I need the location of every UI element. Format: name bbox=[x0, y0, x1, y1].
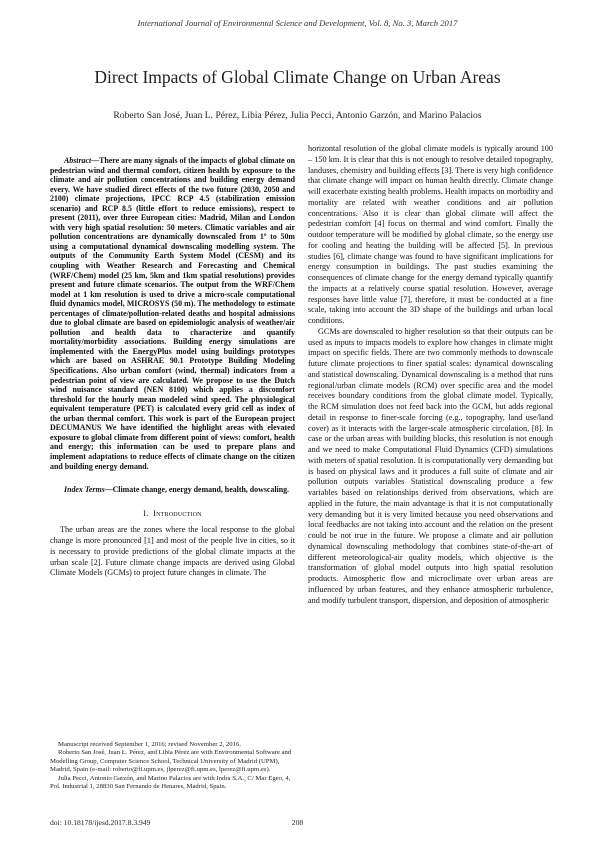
paper-title: Direct Impacts of Global Climate Change on Urban Areas bbox=[94, 67, 501, 87]
footnote-affiliation-upm: Roberto San José, Juan L. Pérez, and Libia Pérez are with Environmental Software and Modelling Group, Computer Science School, Technical University of Madrid (UPM), Madrid, Spain (e-mail: roberto@fi.upm.es, jlperez@fi.upm.es, lperez@fi.upm.es). bbox=[50, 749, 292, 774]
index-terms-lead: Index Terms bbox=[64, 485, 105, 495]
section-heading-introduction bbox=[50, 509, 295, 520]
section-number: I. bbox=[143, 508, 149, 518]
doi-footer: doi: 10.18178/ijesd.2017.8.3.949 bbox=[50, 818, 151, 827]
abstract-lead: Abstract bbox=[64, 156, 92, 165]
right-column bbox=[308, 144, 553, 606]
running-head: International Journal of Environmental Science and Development, Vol. 8, No. 3, March 2017 bbox=[137, 18, 458, 28]
index-terms bbox=[50, 485, 295, 495]
author-list: Roberto San José, Juan L. Pérez, Libia Pérez, Julia Pecci, Antonio Garzón, and Marino Palacios bbox=[113, 110, 482, 121]
right-paragraph-1: horizontal resolution of the global climate models is typically around 100 – 150 km. It is clear that this is not enough to resolve detailed topography, landuses, chemistry and building effects [3]. There is very high confidence that climate change will impact on human health directly. Climate change will exacerbate existing health problems. Health impacts on morbidity and mortality are related with weather conditions and air pollution concentrations. Also it is clear than global climate will affect the pedestrian comfort [4] focus on thermal and wind comfort. Finally the outdoor temperature will be modified by global climate, so the energy use for cooling and heating the building will be affected [5]. In previous studies [6], climate change was found to have significant implications for energy consumption in buildings. The past studies examining the consequences of climate change for the energy demand typically quantify the impacts at a relatively course spatial resolution. However, average responses have little value [7], therefore, it must be conducted at a fine scale, taking into account the 3D shape of the buildings and urban local conditions. bbox=[308, 144, 553, 325]
abstract-text: —There are many signals of the impacts of global climate on pedestrian wind and thermal comfort, citizen health by exposure to the climate and air pollution concentrations and building energy demand every. We have studied direct effects of the two future (2030, 2050 and 2100) climate projections, IPCC RCP 4.5 (stabilization emission scenario) and RCP 8.5 (little effort to reduce emissions), respect to present (2011), over three European cities: Madrid, Milan and London with very high spatial resolution: 50 meters. Climatic variables and air pollution concentrations are dynamically downscaled from 1º to 50m using a computational dynamical downscaling modelling system. The outputs of the Community Earth System Model (CESM) and its coupling with Weather Research and Forecasting and Chemical (WRF/Chem) model (25 km, 5km and 1km spatial resolutions) provides present and future climate scenarios. The output from the WRF/Chem model at 1 km resolution is used to drive a micro-scale computational fluid dynamics model, MICROSYS (50 m). The methodology to estimate percentages of climate/pollution-related deaths and hospital admissions due to global climate are based on epidemiologic analysis of weather/air pollution and health data to characterize and quantify mortality/morbidity associations. Building energy simulations are implemented with the EnergyPlus model using buildings prototypes which are based on ASHRAE 90.1 Prototype Building Modeling Specifications. Also urban comfort (wind, thermal) indicators from a pedestrian point of view are calculated. We propose to use the Dutch wind nuisance standard (NEN 8100) which applies a discomfort threshold for the hourly mean modeled wind speed. The physiological equivalent temperature (PET) is calculated every grid cell as index of the urban thermal comfort. This work is part of the European project DECUMANUS We have identified the highlight areas with elevated exposure to global climate from different point of views: comfort, health and energy; this information can be used to prepare plans and implement adaptations to reduce effects of climate change on the citizen and building energy demand. bbox=[50, 156, 295, 471]
footnotes bbox=[50, 741, 295, 791]
section-title: Introduction bbox=[153, 508, 202, 518]
left-column bbox=[50, 156, 295, 579]
right-paragraph-2: GCMs are downscaled to higher resolution so that their outputs can be used as inputs to impacts models to explore how changes in climate might impact on specific fields. There are two commonly methods to downscale future climate projections to finer spatial scales: dynamical downscaling and statistical downscaling. Dynamical downscaling is a method that runs regional/urban climate models (RCM) over specific area and the model receives boundary conditions from the global climate model. Typically, the RCM simulation does not feed back into the GCM, but adds regional detail in response to finer-scale forcing (e.g., topography, land use/land cover) as it interacts with the larger-scale atmospheric circulation, [8]. In case or the urban areas with building blocks, this resolution is not enough and we need to make Computational Fluid Dynamics (CFD) simulations with meters of spatial resolution. It is computationally very demanding but is based on physical laws and it produces a full suite of climate and air pollution outputs variables Statistical downscaling produce a few variables based on relationships derived from observations, which are applied in the future, the main advantage is that it is not computationally very demanding but it is very limited because you need observations and local feedbacks are not taking into account and the relation on the present could be not true in the future. We propose a climate and air pollution dynamical downscaling methodology that combines state-of-the-art of different meteorological-air quality models, which objective is the transformation of global model outputs into high spatial resolution products. Atmospheric flow and microclimate over urban areas are influenced by urban features, and they enhance atmospheric turbulence, and modify turbulent transport, dispersion, and deposition of atmospheric bbox=[308, 326, 553, 605]
footnote-received: Manuscript received September 1, 2016; revised November 2, 2016. bbox=[58, 741, 241, 748]
index-terms-text: —Climate change, energy demand, health, dowscaling. bbox=[104, 485, 290, 495]
footnote-affiliation-indra: Julia Pecci, Antonio Garzón, and Marino Palacios are with Indra S.A., C/ Mar Egeo, 4, Pol. Industrial 1, 28830 San Fernando de Henares, Madrid, Spain. bbox=[50, 774, 291, 791]
intro-paragraph: The urban areas are the zones where the local response to the global change is more pronounced [1] and most of the people live in cities, so it is necessary to provide predictions of the global climate impacts at the urban scale [2]. Future climate change impacts are derived using Global Climate Models (GCMs) to project future changes in climate. The bbox=[50, 525, 295, 578]
abstract bbox=[50, 156, 295, 471]
page-number: 208 bbox=[291, 818, 304, 827]
